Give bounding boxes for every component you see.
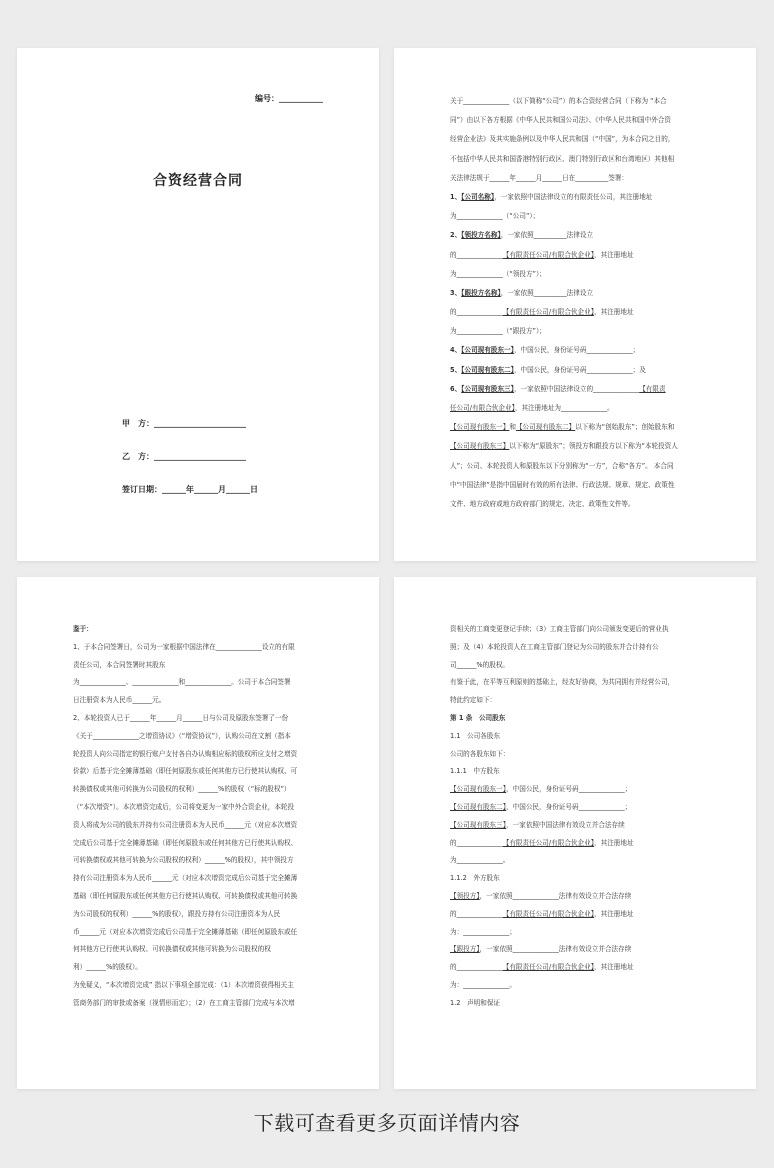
text-line: [450, 799, 712, 817]
text-line: [450, 959, 712, 977]
text-line: [73, 657, 335, 675]
text-segment: 【领投方名称】: [461, 231, 501, 240]
text-segment: 任公司/有限合伙企业】: [450, 404, 515, 412]
contract-title: 合资经营合同: [153, 173, 243, 189]
text-line: [450, 817, 712, 835]
text-segment: 【公司名称】: [461, 192, 495, 201]
text-segment: 为免疑义，“本次增资完成” 指以下事项全部完成：（1）本次增资获得相关主: [73, 980, 294, 989]
text-segment: 鉴于：: [73, 625, 93, 633]
text-line: [450, 977, 712, 995]
text-segment: 特此约定如下：: [450, 696, 497, 705]
text-segment: 基础（即任何原股东或任何其他方已行使其认购权、可转换债权或其他可转换: [73, 891, 298, 900]
text-segment: 为公司股权的权利）______%的股权），跟投方持有公司注册资本为人民: [73, 909, 281, 918]
text-segment: ，一家依照中国法律有效设立并合法存续: [506, 820, 625, 829]
text-segment: 中“中国法律”是指中国届时有效的所有法律、行政法规、规章、规定、政策性: [450, 480, 675, 489]
preamble-page: [394, 48, 756, 561]
text-line: [73, 870, 335, 888]
recitals-page: [17, 577, 379, 1089]
text-segment: 【有限责任公司/有限合伙企业】: [502, 308, 594, 317]
text-line: [73, 959, 335, 977]
text-line: [450, 763, 712, 781]
text-line: [450, 361, 712, 380]
text-line: [450, 92, 712, 111]
text-line: [73, 763, 335, 781]
text-segment: 【有限责任公司/有限合伙企业】: [502, 909, 594, 918]
text-line: [450, 399, 712, 418]
text-segment: 同”）由以下各方根据《中华人民共和国公司法》、《中华人民共和国中外合资: [450, 116, 672, 125]
text-line: [450, 380, 712, 399]
text-segment: 资人将成为公司的股东并持有公司注册资本为人民币______元（对应本次增资: [73, 820, 298, 829]
text-segment: 【公司现有股东二】: [515, 423, 576, 432]
text-segment: ，其注册地址: [593, 963, 634, 972]
text-line: [73, 977, 335, 995]
text-line: [450, 781, 712, 799]
text-line: [73, 710, 335, 728]
text-segment: 为______________。: [450, 856, 510, 865]
text-segment: 有鉴于此，在平等互利原则的基础上，经友好协商，为共同拥有并经营公司，: [450, 678, 675, 687]
text-segment: 【公司现有股东三】: [450, 820, 507, 829]
text-line: [450, 710, 712, 728]
text-line: [450, 418, 712, 437]
text-line: [450, 111, 712, 130]
text-line: [450, 835, 712, 853]
text-segment: 为：______________；: [450, 927, 516, 936]
text-segment: 【领投方】: [450, 891, 480, 900]
text-segment: 【公司现有股东二】: [450, 802, 507, 811]
text-segment: 为______________（“公司”）；: [450, 212, 540, 221]
text-segment: 币______元（对应本次增资完成后公司基于完全摊薄基础（即任何原股东或任: [73, 927, 298, 936]
text-line: [450, 852, 712, 870]
text-segment: 为______________、______________和______________。公司于本合同签署: [73, 678, 291, 687]
text-line: [73, 888, 335, 906]
text-line: [450, 746, 712, 764]
text-segment: ，一家依照中国法律设立的______________: [513, 384, 640, 393]
text-segment: 1、于本合同签署日，公司为一家根据中国法律在______________设立的有限: [73, 642, 295, 651]
text-line: [73, 995, 335, 1013]
text-line: [450, 322, 712, 341]
text-segment: ，一家依照______________法律有效设立并合法存续: [479, 891, 632, 900]
text-segment: ，其注册地址: [593, 909, 634, 918]
text-segment: 轮投资人向公司指定的银行账户支付各自办认购相应标的股权所应支付之增资: [73, 749, 298, 758]
text-segment: 照；及（4）本轮投资人在工商主管部门登记为公司的股东并合计持有公: [450, 642, 659, 651]
text-segment: 4、: [450, 346, 462, 355]
text-line: [450, 130, 712, 149]
text-line: [450, 674, 712, 692]
text-segment: 资相关的工商变更登记手续；（3）工商主管部门向公司颁发变更后的营业执: [450, 625, 669, 633]
text-segment: 关于______________（以下简称“公司”）的本合资经营合同（下称为 “本合: [450, 97, 667, 105]
text-segment: 【有限责任公司/有限合伙企业】: [502, 963, 594, 972]
text-segment: 【有限责任公司/有限合伙企业】: [502, 250, 594, 259]
text-segment: 1、: [450, 192, 462, 201]
text-line: [450, 150, 712, 169]
text-segment: ，中国公民，身份证号码______________；: [506, 802, 632, 811]
text-line: [73, 692, 335, 710]
text-line: [450, 284, 712, 303]
text-line: [450, 341, 712, 360]
text-line: [73, 781, 335, 799]
text-segment: 价款）后基于完全摊薄基础（即任何原股东或任何其他方已行使其认购权、可: [73, 767, 298, 776]
text-segment: 的______________: [450, 250, 503, 259]
text-segment: 责任公司，本合同签署时其股东: [73, 660, 166, 669]
text-segment: 【公司现有股东一】: [461, 346, 514, 355]
text-line: [73, 817, 335, 835]
text-line: [450, 941, 712, 959]
text-segment: ，中国公民，身份证号码______________；: [513, 346, 640, 355]
text-segment: 的______________: [450, 838, 503, 847]
text-segment: 2、本轮投资人已于______年______月______日与公司及原股东签署了一份: [73, 713, 289, 722]
text-segment: 经营企业法》及其实施条例以及中华人民共和国（“中国”，为本合同之目的，: [450, 135, 675, 144]
text-line: [73, 746, 335, 764]
text-line: [73, 799, 335, 817]
text-segment: 【公司现有股东三】: [450, 442, 510, 451]
recitals-text: [73, 621, 335, 1013]
text-segment: 司______%的股权。: [450, 660, 510, 669]
text-line: [450, 924, 712, 942]
text-segment: ，其注册地址: [593, 308, 634, 317]
text-line: [450, 888, 712, 906]
cover-page: [17, 48, 379, 561]
text-segment: ，中国公民，身份证号码______________；及: [513, 365, 646, 374]
text-segment: 【公司现有股东二】: [461, 365, 514, 374]
text-line: [73, 906, 335, 924]
text-segment: 为：______________。: [450, 980, 516, 989]
text-segment: 关法律法规于______年______月______日在__________签署：: [450, 173, 629, 182]
text-segment: ，一家依照__________法律设立: [500, 288, 594, 297]
text-segment: 为______________（“跟投方”）；: [450, 327, 546, 336]
text-line: [73, 728, 335, 746]
text-segment: 利）______%的股权）。: [73, 963, 142, 972]
text-line: [73, 924, 335, 942]
text-segment: 2、: [450, 231, 462, 240]
text-segment: 和: [509, 423, 516, 432]
text-segment: 【有限责: [639, 384, 666, 393]
text-segment: 3、: [450, 288, 462, 297]
text-line: [450, 303, 712, 322]
text-segment: 转换债权或其他可转换为公司股权的权利）______%的股权（“标的股权”）: [73, 785, 291, 794]
text-line: [450, 437, 712, 456]
text-segment: 的______________: [450, 963, 503, 972]
text-segment: 管商务部门的审批或备案（视情形而定）；（2）在工商主管部门完成与本次增: [73, 998, 295, 1007]
text-line: [73, 621, 335, 639]
text-segment: 完成后公司基于完全摊薄基础（即任何原股东或任何其他方已行使其认购权、: [73, 838, 298, 847]
text-segment: 何其他方已行使其认购权、可转换债权或其他可转换为公司股权的权: [73, 945, 271, 954]
text-line: [450, 657, 712, 675]
text-segment: 不包括中华人民共和国香港特别行政区、澳门特别行政区和台湾地区）其他相: [450, 154, 675, 163]
text-line: [450, 226, 712, 245]
text-segment: ，其注册地址: [593, 838, 634, 847]
text-segment: ，一家依照中国法律设立的有限责任公司，其注册地址: [494, 192, 653, 201]
text-line: [73, 852, 335, 870]
text-segment: 日注册资本为人民币______元。: [73, 696, 166, 705]
text-line: [450, 692, 712, 710]
text-segment: 的______________: [450, 308, 503, 317]
text-line: [450, 246, 712, 265]
text-line: [73, 639, 335, 657]
text-segment: ，中国公民，身份证号码______________；: [506, 785, 632, 794]
text-line: [450, 621, 712, 639]
text-segment: ，一家依照______________法律有效设立并合法存续: [479, 945, 632, 954]
shareholders-page: [394, 577, 756, 1089]
text-segment: 《关于______________之增资协议》（“增资协议”），认购公司在文割（指本: [73, 731, 291, 740]
text-segment: 【公司现有股东一】: [450, 423, 510, 432]
text-segment: 以下称为“创始股东”；创始股东和: [575, 423, 675, 432]
text-segment: 【跟投方名称】: [461, 288, 501, 297]
text-line: [450, 906, 712, 924]
text-segment: 持有公司注册资本为人民币______元（对应本次增资完成后公司基于完全摊薄: [73, 874, 298, 883]
text-segment: 【公司现有股东一】: [450, 785, 507, 794]
text-segment: 的______________: [450, 909, 503, 918]
text-segment: 【有限责任公司/有限合伙企业】: [502, 838, 594, 847]
text-segment: 【跟投方】: [450, 945, 480, 954]
text-segment: 1.1.2 外方股东: [450, 874, 500, 883]
party-b-line: 乙 方：_______________________: [122, 452, 246, 461]
text-segment: 5、: [450, 365, 462, 374]
text-line: [450, 207, 712, 226]
text-line: [73, 674, 335, 692]
text-segment: 文件、地方政府或地方政府部门的规定、决定、政策性文件等。: [450, 499, 635, 508]
text-segment: 以下称为“原股东”；领投方和跟投方以下称为“本轮投资人: [509, 442, 678, 451]
party-a-line: 甲 方：_______________________: [122, 419, 246, 428]
text-segment: 6、: [450, 384, 462, 393]
contract-number: 编号：___________: [255, 94, 323, 103]
shareholders-text: [450, 621, 712, 1013]
text-segment: （“本次增资”）。本次增资完成后，公司将变更为一家中外合资企业，本轮投: [73, 802, 295, 811]
text-segment: 1.1.1 中方股东: [450, 767, 500, 776]
text-line: [450, 639, 712, 657]
text-segment: 【公司现有股东三】: [461, 384, 514, 393]
text-line: [450, 870, 712, 888]
text-line: [450, 476, 712, 495]
text-line: [450, 188, 712, 207]
text-segment: 1.1 公司各股东: [450, 731, 501, 740]
text-line: [450, 457, 712, 476]
text-line: [450, 728, 712, 746]
text-segment: 可转换债权或其他可转换为公司股权的权利）______%的股权），其中领投方: [73, 856, 294, 865]
text-line: [73, 835, 335, 853]
text-line: [73, 941, 335, 959]
sign-date-line: 签订日期：______年______月______日: [122, 485, 258, 494]
text-line: [450, 265, 712, 284]
text-line: [450, 995, 712, 1013]
text-segment: 1.2 声明和保证: [450, 998, 501, 1007]
text-segment: ，其注册地址: [593, 250, 634, 259]
text-line: [450, 495, 712, 514]
preamble-text: [450, 92, 712, 514]
text-line: [450, 169, 712, 188]
text-segment: 公司的各股东如下：: [450, 749, 510, 758]
text-segment: 人”；公司、本轮投资人和原股东以下分别称为“一方”，合称“各方”。 本合同: [450, 461, 674, 470]
text-segment: 为______________（“领投方”）；: [450, 269, 546, 278]
text-segment: ，一家依照__________法律设立: [500, 231, 594, 240]
text-segment: 第 1 条 公司股东: [450, 713, 506, 722]
download-caption: 下载可查看更多页面详情内容: [253, 1111, 521, 1135]
text-segment: ，其注册地址为______________。: [514, 404, 614, 412]
